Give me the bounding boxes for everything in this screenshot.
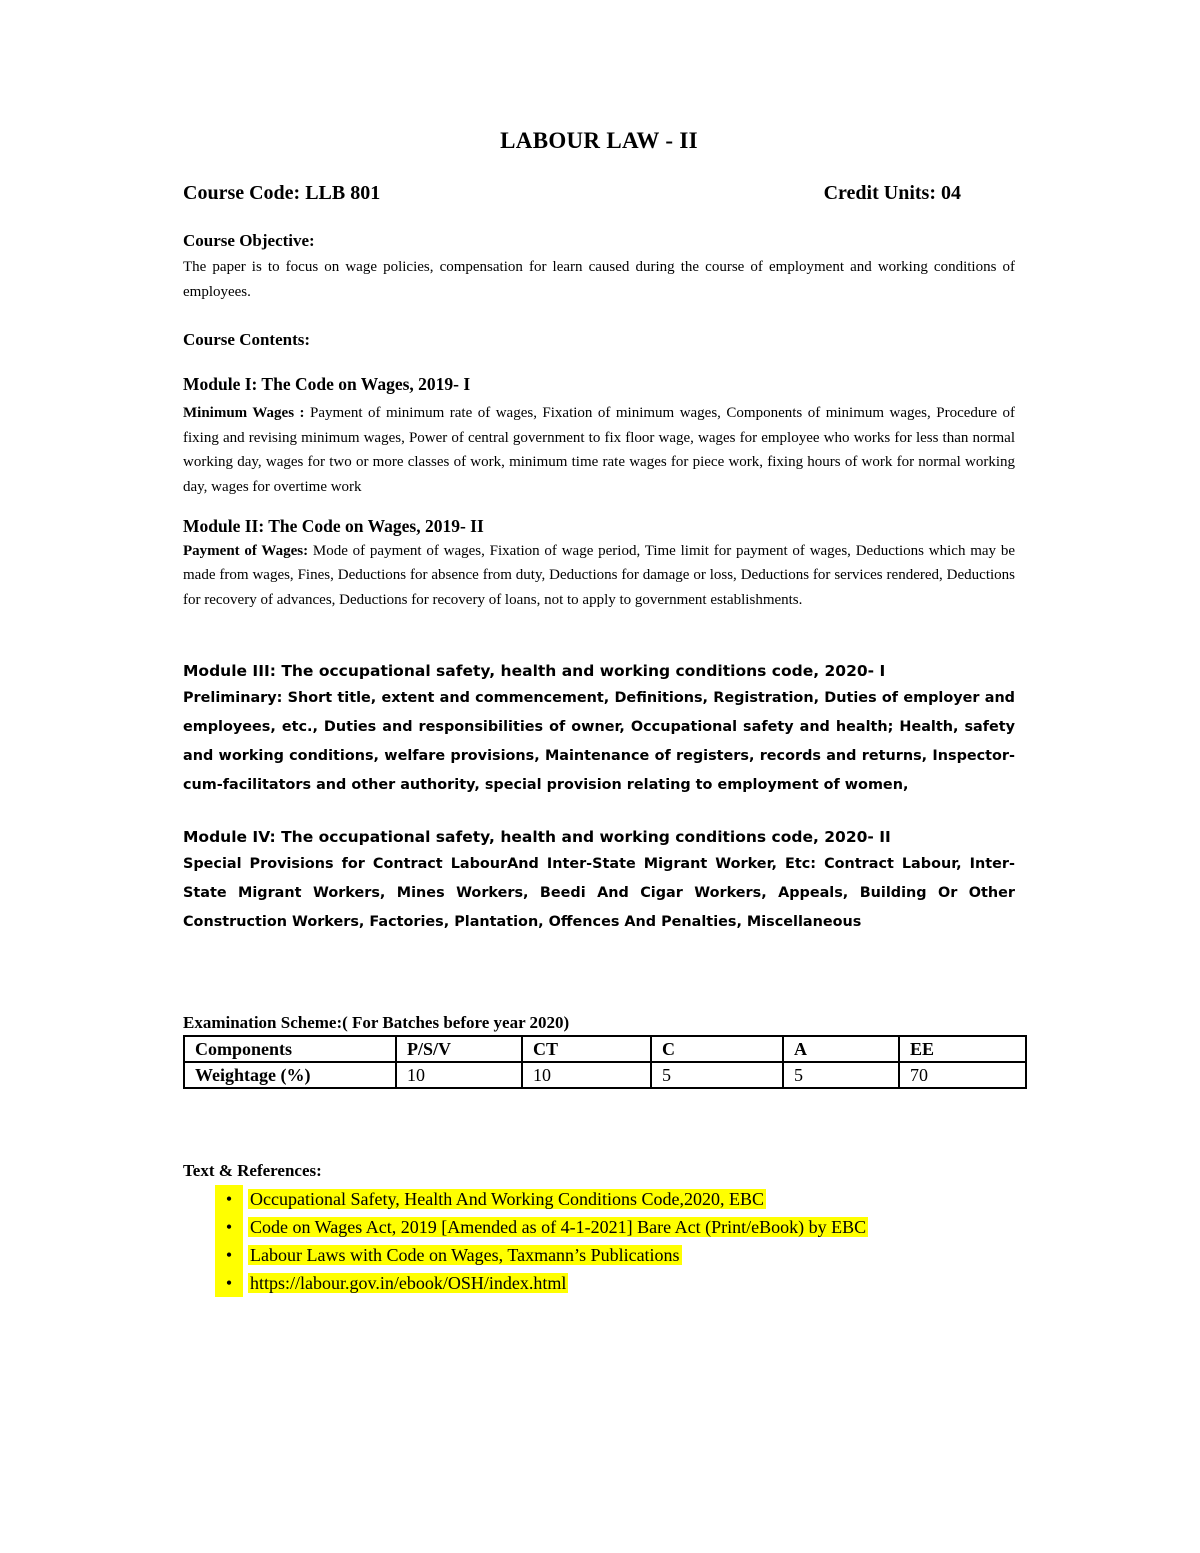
module-1-body: Payment of minimum rate of wages, Fixation of minimum wages, Components of minimum wages, Procedure of fixing and revising minimum wages, Power of central government to fix floor wage, wages for employee who works for less than normal working day, wages for two or more classes of work, minimum time rate wages for piece work, fixing hours of work for normal working day, wages for overtime work	[183, 405, 1016, 495]
course-code: Course Code: LLB 801	[183, 182, 381, 204]
module-2-heading: Module II: The Code on Wages, 2019- II	[183, 515, 484, 536]
reference-text: Occupational Safety, Health And Working Conditions Code,2020, EBC	[250, 1189, 764, 1210]
module-1-heading: Module I: The Code on Wages, 2019- I	[183, 374, 471, 395]
table-cell: 5	[783, 1062, 899, 1088]
module-4-heading: Module IV: The occupational safety, health and working conditions code, 2020- II	[183, 828, 891, 847]
table-cell: Components	[184, 1036, 396, 1062]
module-2-lead: Payment of Wages:	[183, 542, 309, 559]
reference-text: Code on Wages Act, 2019 [Amended as of 4-1-2021] Bare Act (Print/eBook) by EBC	[250, 1217, 867, 1238]
objective-text: The paper is to focus on wage policies, compensation for learn caused during the course of employment and working conditions of employees.	[183, 259, 1015, 300]
module-1-text	[183, 401, 1015, 499]
references-list	[183, 1185, 1015, 1297]
table-cell: EE	[899, 1036, 1026, 1062]
references-heading: Text & References:	[183, 1161, 322, 1181]
module-4-text: Special Provisions for Contract LabourAnd Inter-State Migrant Worker, Etc: Contract Labour, Inter-State Migrant Workers, Mines Workers, Beedi And Cigar Workers, Appeals, Building Or Other Construction Workers, Factories, Plantation, Offences And Penalties, Miscellaneous	[183, 856, 1015, 931]
module-3-text: Preliminary: Short title, extent and commencement, Definitions, Registration, Duties of employer and employees, etc., Duties and responsibilities of owner, Occupational safety and health; Health, safety and working conditions, welfare provisions, Maintenance of registers, records and returns, Inspector-cum-facilitators and other authority, special provision relating to employment of women,	[183, 690, 1015, 794]
document-page	[183, 128, 1015, 1297]
bullet-icon: •	[215, 1241, 243, 1269]
module-2-text	[183, 539, 1015, 613]
table-cell: 10	[396, 1062, 522, 1088]
table-header-row	[184, 1036, 1026, 1062]
contents-heading: Course Contents:	[183, 330, 311, 350]
objective-heading: Course Objective:	[183, 231, 315, 250]
credit-units: Credit Units: 04	[823, 182, 961, 204]
bullet-icon: •	[215, 1213, 243, 1241]
bullet-icon: •	[215, 1185, 243, 1213]
reference-text: Labour Laws with Code on Wages, Taxmann’s Publications	[250, 1245, 680, 1266]
module-3-heading: Module III: The occupational safety, health and working conditions code, 2020- I	[183, 662, 886, 681]
exam-scheme-table	[183, 1035, 1027, 1089]
bullet-icon: •	[215, 1269, 243, 1297]
list-item	[215, 1269, 1015, 1297]
table-cell: C	[651, 1036, 783, 1062]
list-item	[215, 1213, 1015, 1241]
module-1-lead: Minimum Wages :	[183, 405, 305, 422]
list-item	[215, 1185, 1015, 1213]
table-row	[184, 1062, 1026, 1088]
table-cell: Weightage (%)	[184, 1062, 396, 1088]
table-cell: 10	[522, 1062, 651, 1088]
reference-link[interactable]: https://labour.gov.in/ebook/OSH/index.html	[250, 1273, 567, 1294]
module-2-body: Mode of payment of wages, Fixation of wage period, Time limit for payment of wages, Deductions which may be made from wages, Fines, Deductions for absence from duty, Deductions for damage or loss, Deductions for services rendered, Deductions for recovery of advances, Deductions for recovery of loans, not to apply to government establishments.	[183, 542, 1015, 608]
document-title: LABOUR LAW - II	[500, 128, 698, 153]
table-cell: P/S/V	[396, 1036, 522, 1062]
list-item	[215, 1241, 1015, 1269]
table-cell: A	[783, 1036, 899, 1062]
course-meta-row	[183, 182, 961, 205]
exam-scheme-heading: Examination Scheme:( For Batches before year 2020)	[183, 1013, 570, 1033]
table-cell: 5	[651, 1062, 783, 1088]
table-cell: CT	[522, 1036, 651, 1062]
table-cell: 70	[899, 1062, 1026, 1088]
